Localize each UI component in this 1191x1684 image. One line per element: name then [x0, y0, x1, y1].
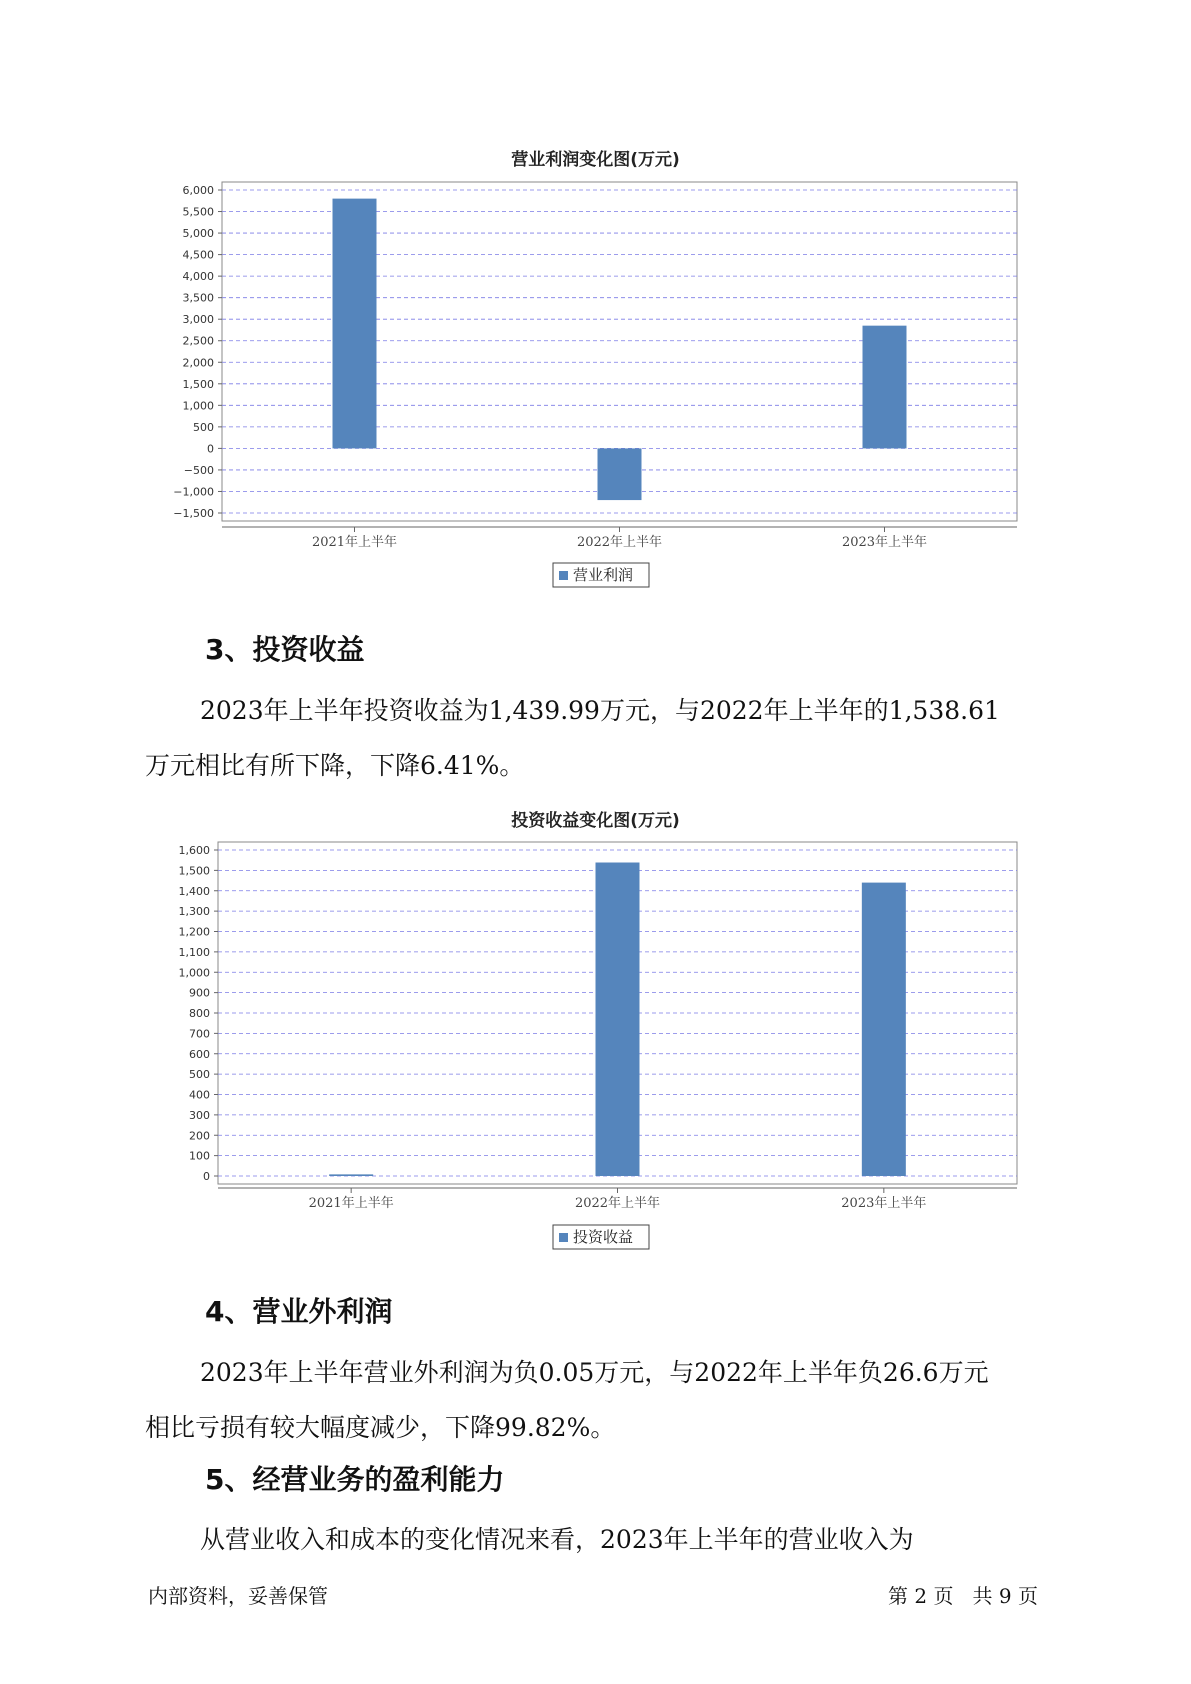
bar-1: [329, 1174, 373, 1176]
y-tick-label: −500: [183, 463, 214, 477]
y-tick-label: 5,500: [182, 205, 214, 219]
section3-line2: 万元相比有所下降，下降6.41%。: [145, 751, 525, 780]
y-tick-label: 2,000: [182, 356, 214, 370]
legend-swatch: [559, 571, 568, 580]
y-tick-label: 100: [189, 1149, 210, 1163]
section5-paragraph: [145, 1512, 1045, 1567]
y-tick-label: 5,000: [182, 227, 214, 241]
bar-1: [333, 199, 377, 449]
section3-line1: 2023年上半年投资收益为1,439.99万元，与2022年上半年的1,538.61: [200, 696, 1000, 725]
x-tick-label: 2021年上半年: [311, 535, 398, 550]
y-tick-label: 2,500: [182, 334, 214, 348]
x-tick-label: 2022年上半年: [576, 535, 663, 550]
y-tick-label: 700: [189, 1027, 210, 1041]
y-tick-label: 6,000: [182, 184, 214, 197]
section4-line1: 2023年上半年营业外利润为负0.05万元，与2022年上半年负26.6万元: [200, 1358, 989, 1387]
footer-page-number: 第 2 页 共 9 页: [888, 1584, 1038, 1608]
section4-paragraph: [145, 1345, 1045, 1455]
y-tick-label: 900: [189, 986, 210, 1000]
y-tick-label: 500: [193, 420, 214, 434]
y-tick-label: 600: [189, 1047, 210, 1061]
section5-line1: 从营业收入和成本的变化情况来看，2023年上半年的营业收入为: [200, 1525, 914, 1554]
investment-income-chart: [0, 830, 1191, 1250]
y-tick-label: 4,500: [182, 248, 214, 262]
x-tick-label: 2021年上半年: [308, 1196, 394, 1211]
legend-swatch: [559, 1233, 568, 1242]
bar-2: [598, 448, 642, 500]
y-tick-label: 1,000: [182, 399, 214, 413]
y-tick-label: 200: [189, 1129, 210, 1143]
section3-heading: 3、投资收益: [205, 633, 365, 666]
y-tick-label: 1,200: [178, 925, 210, 939]
y-tick-label: 1,500: [182, 377, 214, 391]
section5-heading: 5、经营业务的盈利能力: [205, 1463, 505, 1496]
legend-label: 营业利润: [573, 566, 634, 584]
y-tick-label: 1,000: [178, 966, 210, 980]
y-tick-label: 300: [189, 1108, 210, 1122]
bar-3: [863, 326, 907, 449]
y-tick-label: 4,000: [182, 270, 214, 284]
x-tick-label: 2023年上半年: [841, 1196, 927, 1211]
operating-profit-chart: [0, 170, 1191, 590]
section4-heading: 4、营业外利润: [205, 1295, 393, 1328]
x-tick-label: 2023年上半年: [841, 535, 928, 550]
y-tick-label: 1,100: [178, 945, 210, 959]
legend-label: 投资收益: [573, 1228, 634, 1246]
bar-2: [596, 863, 640, 1176]
y-tick-label: 1,600: [178, 844, 210, 857]
section4-line2: 相比亏损有较大幅度减少，下降99.82%。: [145, 1413, 616, 1442]
y-tick-label: 0: [203, 1170, 210, 1183]
y-tick-label: 800: [189, 1007, 210, 1020]
footer-confidential: 内部资料，妥善保管: [148, 1584, 328, 1608]
y-tick-label: 1,500: [178, 864, 210, 878]
y-tick-label: 1,400: [178, 884, 210, 898]
bar-3: [862, 883, 906, 1176]
chart1-title: 营业利润变化图(万元): [511, 150, 680, 170]
y-tick-label: −1,000: [173, 485, 214, 499]
y-tick-label: 400: [189, 1088, 210, 1102]
chart2-title: 投资收益变化图(万元): [511, 811, 680, 831]
y-tick-label: 500: [189, 1068, 210, 1082]
y-tick-label: 3,000: [182, 313, 214, 327]
y-tick-label: −1,500: [173, 507, 214, 520]
x-tick-label: 2022年上半年: [574, 1196, 661, 1211]
y-tick-label: 0: [207, 442, 214, 456]
y-tick-label: 3,500: [182, 291, 214, 305]
section3-paragraph: [145, 683, 1045, 793]
y-tick-label: 1,300: [178, 905, 210, 919]
